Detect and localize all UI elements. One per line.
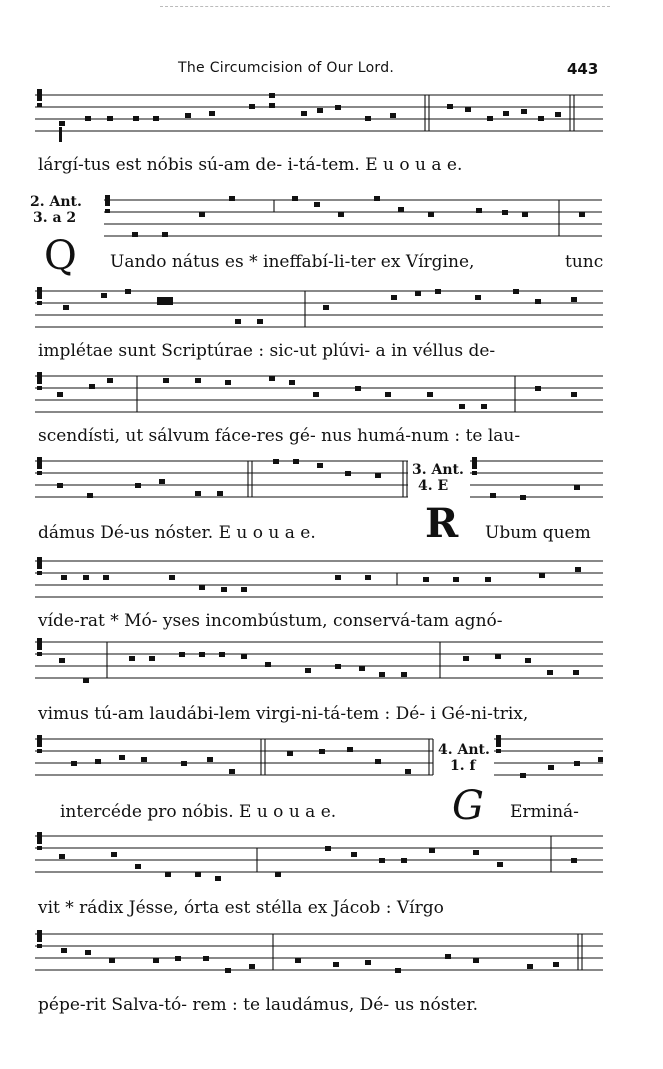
lyric-line-4: scendísti, ut sálvum fáce-res gé- nus humá-num : te lau- bbox=[38, 426, 521, 446]
lyric-line-5: dámus Dé-us nóster. E u o u a e. bbox=[38, 523, 316, 543]
staff-5b bbox=[470, 457, 605, 507]
lyric-line-2: Uando nátus es * ineffabí-li-ter ex Vírgine, bbox=[110, 252, 475, 272]
staff-8b bbox=[494, 735, 605, 785]
antiphon-3-mode: 4. E bbox=[418, 478, 449, 494]
antiphon-3-initial: R bbox=[425, 500, 459, 547]
antiphon-2-mode: 3. a 2 bbox=[33, 210, 77, 226]
staff-3 bbox=[35, 287, 605, 337]
page-number: 443 bbox=[567, 60, 599, 78]
staff-5 bbox=[35, 457, 410, 507]
staff-7 bbox=[35, 638, 605, 693]
lyric-line-8: intercéde pro nóbis. E u o u a e. bbox=[60, 802, 337, 822]
antiphon-2-number: 2. Ant. bbox=[30, 194, 82, 210]
antiphon-4-initial: G bbox=[452, 783, 484, 829]
lyric-line-5-end: Ubum quem bbox=[485, 523, 591, 543]
staff-10 bbox=[35, 930, 605, 985]
antiphon-4-number: 4. Ant. bbox=[438, 742, 490, 758]
staff-6 bbox=[35, 557, 605, 607]
staff-1 bbox=[35, 85, 605, 145]
lyric-line-7: vimus tú-am laudábi-lem virgi-ni-tá-tem : Dé- i Gé-ni-trix, bbox=[38, 704, 529, 724]
antiphon-4-mode: 1. f bbox=[450, 758, 476, 774]
staff-2 bbox=[104, 192, 604, 252]
lyric-line-1: lárgí-tus est nóbis sú-am de- i-tá-tem. E u o u a e. bbox=[38, 155, 463, 175]
top-rule bbox=[160, 6, 610, 7]
lyric-line-3: implétae sunt Scriptúrae : sic-ut plúvi- a in véllus de- bbox=[38, 341, 496, 361]
lyric-line-6: víde-rat * Mó- yses incombústum, conservá-tam agnó- bbox=[38, 611, 503, 631]
antiphon-3-number: 3. Ant. bbox=[412, 462, 464, 478]
lyric-line-10: pépe-rit Salva-tó- rem : te laudámus, Dé- us nóster. bbox=[38, 995, 478, 1015]
lyric-line-2-end: tunc bbox=[565, 252, 604, 272]
lyric-line-8-end: Erminá- bbox=[510, 802, 579, 822]
lyric-line-9: vit * rádix Jésse, órta est stélla ex Jácob : Vírgo bbox=[38, 898, 444, 918]
page-title: The Circumcision of Our Lord. bbox=[178, 60, 395, 76]
staff-8 bbox=[35, 735, 435, 785]
staff-9 bbox=[35, 832, 605, 887]
staff-4 bbox=[35, 372, 605, 422]
antiphon-2-initial: Q bbox=[44, 233, 77, 279]
